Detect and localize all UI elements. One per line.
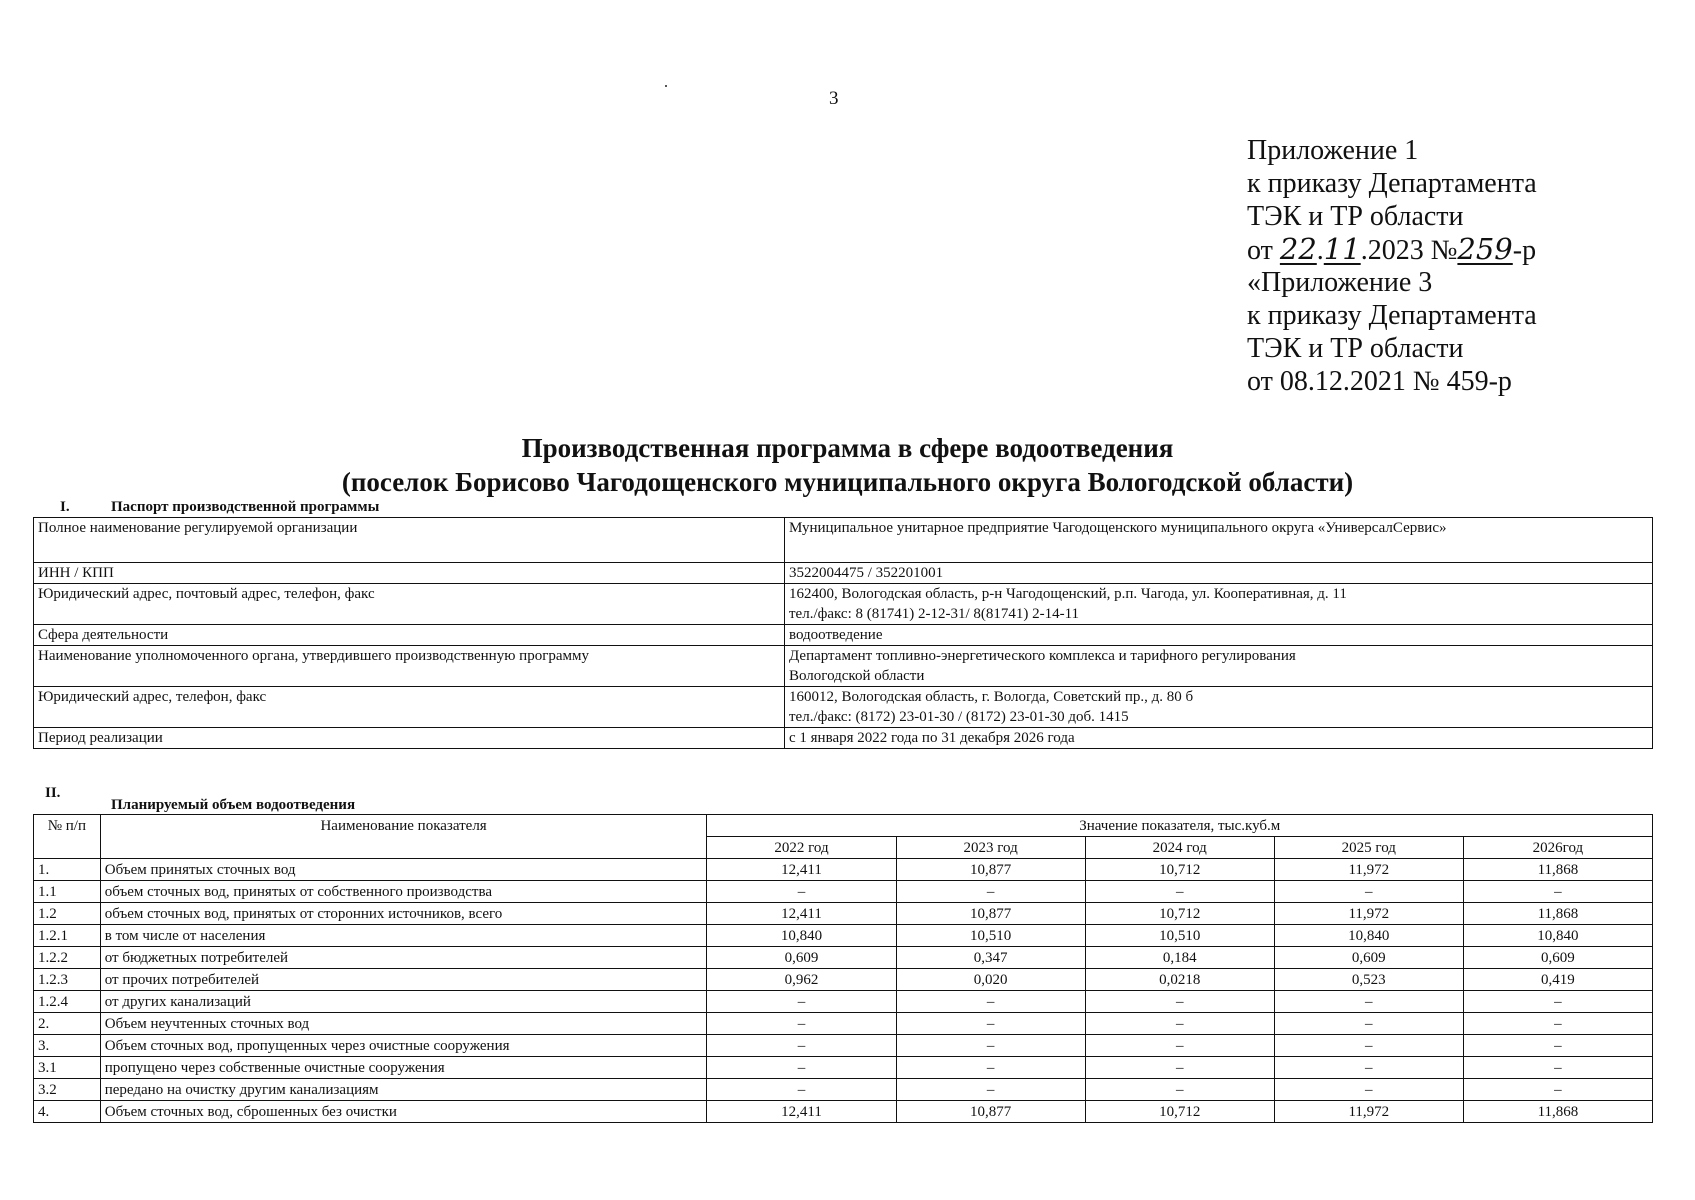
indicator-name: Объем принятых сточных вод <box>100 859 707 881</box>
passport-label: Юридический адрес, почтовый адрес, телефон, факс <box>34 584 785 625</box>
table-row <box>34 1035 1653 1057</box>
passport-value: водоотведение <box>785 625 1653 646</box>
indicator-value: 12,411 <box>707 859 896 881</box>
row-number: 1.2.1 <box>34 925 101 947</box>
row-number: 3.1 <box>34 1057 101 1079</box>
table-row <box>34 728 1653 749</box>
row-number: 1.2.3 <box>34 969 101 991</box>
indicator-value: 10,712 <box>1085 1101 1274 1123</box>
section-title: Планируемый объем водоотведения <box>111 797 356 813</box>
table-row <box>34 903 1653 925</box>
header-name: Наименование показателя <box>100 815 707 859</box>
table-row <box>34 859 1653 881</box>
indicator-value: 0,347 <box>896 947 1085 969</box>
header-year: 2024 год <box>1085 837 1274 859</box>
appendix-order-line <box>1247 233 1537 266</box>
indicator-value: 0,523 <box>1274 969 1463 991</box>
indicator-value: 0,0218 <box>1085 969 1274 991</box>
indicator-value: 10,840 <box>1463 925 1652 947</box>
indicator-value: – <box>707 991 896 1013</box>
indicator-value: 11,972 <box>1274 903 1463 925</box>
appendix-line: к приказу Департамента <box>1247 300 1537 331</box>
table-row <box>34 1057 1653 1079</box>
passport-label: Полное наименование регулируемой организации <box>34 518 785 563</box>
date-year: .2023 № <box>1360 235 1458 266</box>
indicator-value: 0,419 <box>1463 969 1652 991</box>
indicator-value: – <box>707 1013 896 1035</box>
indicator-name: Объем сточных вод, пропущенных через очистные сооружения <box>100 1035 707 1057</box>
appendix-line: ТЭК и ТР области <box>1247 201 1464 232</box>
indicator-value: 10,840 <box>707 925 896 947</box>
passport-value-cell <box>785 687 1653 728</box>
indicator-name: от бюджетных потребителей <box>100 947 707 969</box>
indicator-value: 11,972 <box>1274 1101 1463 1123</box>
indicator-name: от других канализаций <box>100 991 707 1013</box>
indicator-value: – <box>1463 881 1652 903</box>
passport-value-cell <box>785 646 1653 687</box>
row-number: 1.1 <box>34 881 101 903</box>
section-title: Паспорт производственной программы <box>111 499 380 515</box>
appendix-line: Приложение 1 <box>1247 135 1419 166</box>
table-header-row <box>34 815 1653 837</box>
passport-value-line2: Вологодской области <box>789 668 925 684</box>
table-row <box>34 881 1653 903</box>
passport-value: 3522004475 / 352201001 <box>785 563 1653 584</box>
passport-table <box>33 517 1653 749</box>
indicator-value: 11,868 <box>1463 903 1652 925</box>
indicator-value: 0,609 <box>707 947 896 969</box>
indicator-value: – <box>1463 1079 1652 1101</box>
table-row <box>34 1013 1653 1035</box>
indicator-value: – <box>896 1057 1085 1079</box>
passport-label: ИНН / КПП <box>34 563 785 584</box>
appendix-line: «Приложение 3 <box>1247 267 1433 298</box>
indicator-name: от прочих потребителей <box>100 969 707 991</box>
indicator-value: 10,712 <box>1085 903 1274 925</box>
passport-label: Юридический адрес, телефон, факс <box>34 687 785 728</box>
indicator-value: – <box>1085 1013 1274 1035</box>
row-number: 1.2.2 <box>34 947 101 969</box>
appendix-line: к приказу Департамента <box>1247 168 1537 199</box>
handwritten-day: 22 <box>1279 232 1317 266</box>
indicator-name: объем сточных вод, принятых от сторонних источников, всего <box>100 903 707 925</box>
passport-value: 162400, Вологодская область, р-н Чагодощенский, р.п. Чагода, ул. Кооперативная, д. 11 <box>789 586 1347 602</box>
indicator-name: в том числе от населения <box>100 925 707 947</box>
table-row <box>34 563 1653 584</box>
indicator-name: Объем сточных вод, сброшенных без очистки <box>100 1101 707 1123</box>
indicator-name: передано на очистку другим канализациям <box>100 1079 707 1101</box>
indicator-value: 11,868 <box>1463 1101 1652 1123</box>
document-title: Производственная программа в сфере водоотведения <box>521 433 1174 463</box>
indicator-value: 10,510 <box>896 925 1085 947</box>
passport-value-line2: тел./факс: (8172) 23-01-30 / (8172) 23-01-30 доб. 1415 <box>789 709 1129 725</box>
header-value-group: Значение показателя, тыс.куб.м <box>707 815 1653 837</box>
passport-value-line2: тел./факс: 8 (81741) 2-12-31/ 8(81741) 2-14-11 <box>789 606 1080 622</box>
indicator-value: 12,411 <box>707 903 896 925</box>
header-year: 2026год <box>1463 837 1652 859</box>
section-number: I. <box>60 499 70 515</box>
passport-value: с 1 января 2022 года по 31 декабря 2026 года <box>785 728 1653 749</box>
indicator-value: 0,184 <box>1085 947 1274 969</box>
table-row <box>34 687 1653 728</box>
header-num: № п/п <box>34 815 101 859</box>
indicator-value: 11,868 <box>1463 859 1652 881</box>
passport-value: 160012, Вологодская область, г. Вологда, Советский пр., д. 80 б <box>789 689 1194 705</box>
table-row <box>34 925 1653 947</box>
indicator-value: 10,712 <box>1085 859 1274 881</box>
order-suffix: -р <box>1512 235 1537 266</box>
indicator-value: – <box>1274 1035 1463 1057</box>
indicator-value: 0,962 <box>707 969 896 991</box>
indicator-value: – <box>1085 1057 1274 1079</box>
indicator-value: – <box>707 1079 896 1101</box>
table-row <box>34 584 1653 625</box>
page-number: 3 <box>829 88 839 109</box>
volume-table <box>33 814 1653 1123</box>
table-row <box>34 625 1653 646</box>
indicator-value: 0,020 <box>896 969 1085 991</box>
indicator-value: – <box>1274 881 1463 903</box>
indicator-value: – <box>1274 1079 1463 1101</box>
indicator-value: – <box>1463 1013 1652 1035</box>
indicator-value: 10,510 <box>1085 925 1274 947</box>
row-number: 3.2 <box>34 1079 101 1101</box>
indicator-value: – <box>1085 991 1274 1013</box>
table-row <box>34 947 1653 969</box>
indicator-value: – <box>1463 1057 1652 1079</box>
row-number: 4. <box>34 1101 101 1123</box>
table-row <box>34 646 1653 687</box>
indicator-value: – <box>1085 881 1274 903</box>
indicator-value: – <box>1463 1035 1652 1057</box>
indicator-value: 12,411 <box>707 1101 896 1123</box>
indicator-value: – <box>1274 991 1463 1013</box>
indicator-value: – <box>896 991 1085 1013</box>
indicator-value: 0,609 <box>1463 947 1652 969</box>
indicator-value: 0,609 <box>1274 947 1463 969</box>
indicator-value: – <box>1274 1057 1463 1079</box>
table-row <box>34 1079 1653 1101</box>
appendix-block <box>1247 134 1537 398</box>
volume-table-body <box>34 859 1653 1123</box>
passport-value: Департамент топливно-энергетического комплекса и тарифного регулирования <box>789 648 1296 664</box>
indicator-name: объем сточных вод, принятых от собственного производства <box>100 881 707 903</box>
appendix-line: ТЭК и ТР области <box>1247 333 1464 364</box>
indicator-value: – <box>1274 1013 1463 1035</box>
indicator-value: 10,840 <box>1274 925 1463 947</box>
indicator-name: Объем неучтенных сточных вод <box>100 1013 707 1035</box>
indicator-value: – <box>1085 1079 1274 1101</box>
passport-value-cell <box>785 584 1653 625</box>
indicator-value: – <box>1463 991 1652 1013</box>
indicator-value: – <box>707 881 896 903</box>
indicator-value: – <box>707 1057 896 1079</box>
indicator-value: – <box>896 1013 1085 1035</box>
indicator-value: 10,877 <box>896 1101 1085 1123</box>
header-year: 2022 год <box>707 837 896 859</box>
passport-label: Период реализации <box>34 728 785 749</box>
row-number: 1.2 <box>34 903 101 925</box>
indicator-name: пропущено через собственные очистные сооружения <box>100 1057 707 1079</box>
row-number: 2. <box>34 1013 101 1035</box>
appendix-line: от 08.12.2021 № 459-р <box>1247 366 1512 397</box>
table-row <box>34 518 1653 563</box>
header-year: 2023 год <box>896 837 1085 859</box>
handwritten-month: 11 <box>1323 232 1361 266</box>
indicator-value: – <box>896 1079 1085 1101</box>
section-number: II. <box>45 785 61 801</box>
row-number: 1.2.4 <box>34 991 101 1013</box>
table-row <box>34 1101 1653 1123</box>
table-row <box>34 991 1653 1013</box>
date-prefix: от <box>1247 235 1280 266</box>
indicator-value: 10,877 <box>896 859 1085 881</box>
row-number: 3. <box>34 1035 101 1057</box>
indicator-value: 10,877 <box>896 903 1085 925</box>
passport-value: Муниципальное унитарное предприятие Чагодощенского муниципального округа «УниверсалСервис» <box>785 518 1653 563</box>
indicator-value: – <box>707 1035 896 1057</box>
passport-label: Наименование уполномоченного органа, утвердившего производственную программу <box>34 646 785 687</box>
indicator-value: – <box>896 881 1085 903</box>
document-subtitle: (поселок Борисово Чагодощенского муниципального округа Вологодской области) <box>341 467 1354 497</box>
table-row <box>34 969 1653 991</box>
passport-label: Сфера деятельности <box>34 625 785 646</box>
scan-speck <box>665 85 667 87</box>
date-separator: . <box>1316 235 1324 266</box>
handwritten-order-number: 259 <box>1457 232 1513 266</box>
indicator-value: – <box>896 1035 1085 1057</box>
indicator-value: 11,972 <box>1274 859 1463 881</box>
header-year: 2025 год <box>1274 837 1463 859</box>
indicator-value: – <box>1085 1035 1274 1057</box>
row-number: 1. <box>34 859 101 881</box>
